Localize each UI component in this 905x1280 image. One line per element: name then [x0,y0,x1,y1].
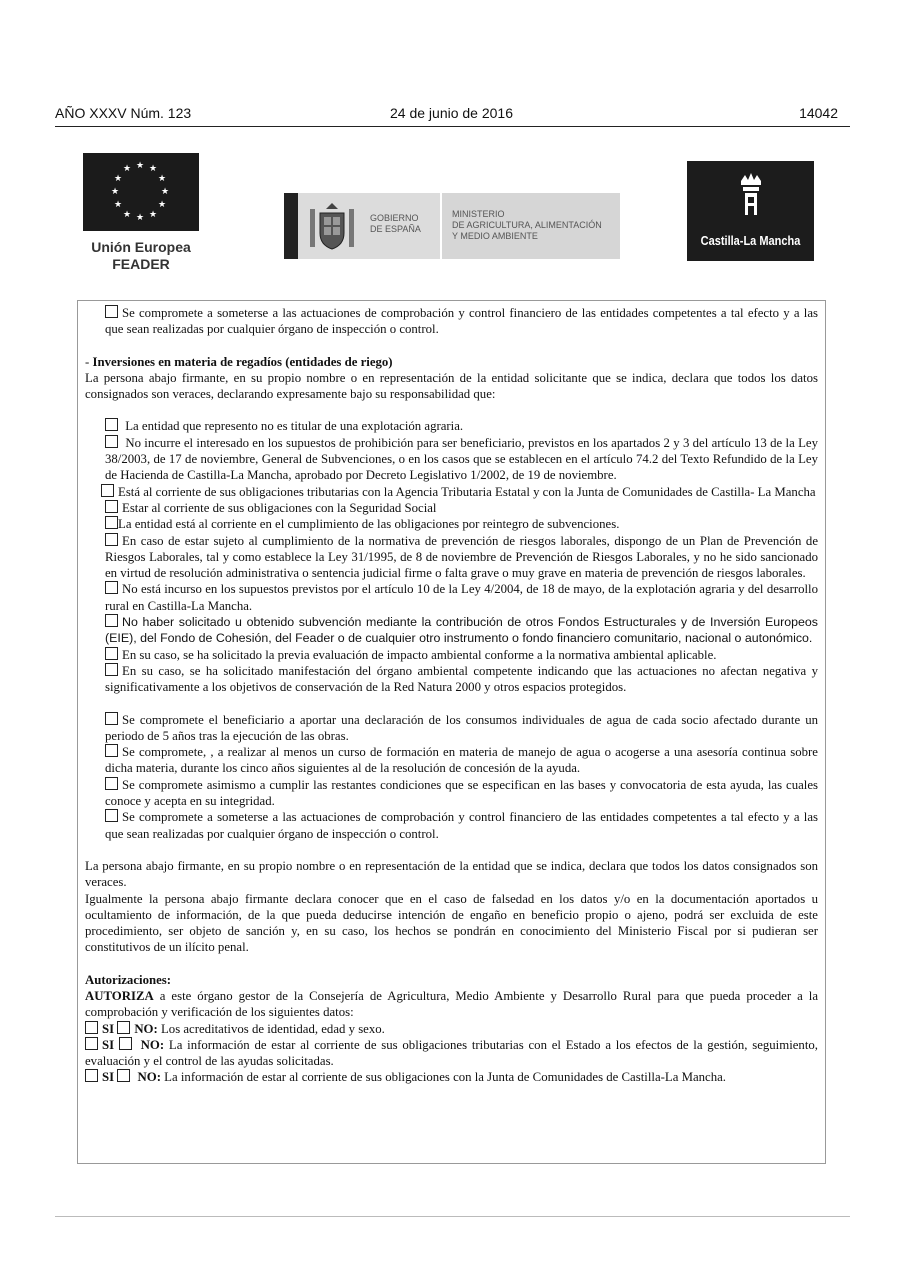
declaration-item: No está incurso en los supuestos previstos por el artículo 10 de la Ley 4/2004, de 18 de mayo, de la explotación agraria y del desarrollo rural en Castilla-La Mancha. [105,582,818,613]
no-label: NO: [137,1070,161,1085]
declaration-item: No haber solicitado u obtenido subvención mediante la contribución de otros Fondos Estructurales y de Inversión Europeos (EIE), del Fondo de Cohesión, del Feader o de cualquier otro instrumento o fondo financiero comunitario, nacional o autonómico. [105,615,818,646]
si-label: SI [102,1070,115,1085]
authorization-item: La información de estar al corriente de sus obligaciones tributarias con el Estado a los efectos de la gestión, seguimiento, evaluación y el control de las ayudas solicitadas. [85,1037,818,1069]
commitment-item: Se compromete, , a realizar al menos un curso de formación en materia de manejo de agua o acogerse a una asesoría continua sobre dicha materia, durante los cinco años siguientes al de la resolución de concesión de la ayuda. [105,745,818,776]
checkbox[interactable] [105,614,118,627]
flag-strip-icon [284,193,298,259]
commitment-item: Se compromete el beneficiario a aportar una declaración de los consumos individuales de agua de cada socio afectado durante un periodo de 5 años tras la ejecución de las obras. [105,712,818,743]
eu-logo-text: Unión Europea [91,239,191,255]
coat-of-arms-icon [306,199,358,253]
gobierno-text: GOBIERNO [370,213,419,223]
section-title: Inversiones en materia de regadíos (entidades de riego) [92,354,393,369]
checkbox[interactable] [101,484,114,497]
authorizations-title: Autorizaciones: [85,972,172,987]
declaration-content [85,305,818,1086]
no-checkbox[interactable] [117,1069,130,1082]
declaration-item: Está al corriente de sus obligaciones tributarias con la Agencia Tributaria Estatal y con la Junta de Comunidades de Castilla- La Mancha [118,484,816,499]
authorization-item: Los acreditativos de identidad, edad y sexo. [157,1021,385,1036]
footer-divider [55,1216,850,1217]
ministerio-text-2: DE AGRICULTURA, ALIMENTACIÓN [452,220,602,230]
declaration-item: En caso de estar sujeto al cumplimiento de la normativa de prevención de riesgos laborales, dispongo de un Plan de Prevención de Riesgos Laborales, tal y como establece la Ley 31/1995, de 8 de noviembre de Prevención de Riesgos Laborales, y no he sido sancionado en virtud de resolución administrativa o sentencia judicial firme o falta grave o muy grave en materia de prevención de riesgos laborales. [105,533,818,581]
commitment-item: Se compromete asimismo a cumplir las restantes condiciones que se especifican en las bases y convocatoria de esta ayuda, las cuales conoce y acepta en su integridad. [105,777,818,809]
castle-crown-icon [737,171,765,219]
checkbox[interactable] [105,809,118,822]
page-header [55,104,850,127]
checkbox[interactable] [105,418,118,431]
section-prefix: - [85,354,93,369]
declaration-item: Estar al corriente de sus obligaciones con la Seguridad Social [122,500,437,515]
no-checkbox[interactable] [117,1021,130,1034]
veracity-statement: La persona abajo firmante, en su propio nombre o en representación de la entidad que se indica, declara que todos los datos consignados son veraces. [85,858,818,890]
checkbox[interactable] [105,647,118,660]
checkbox[interactable] [105,712,118,725]
page-number: 14042 [799,105,838,121]
authorizes-text: a este órgano gestor de la Consejería de Agricultura, Medio Ambiente y Desarrollo Rural para que pueda proceder a la comprobación y verificación de los siguientes datos: [85,988,818,1020]
checkbox[interactable] [105,663,118,676]
publication-date: 24 de junio de 2016 [390,105,513,121]
authorizes-label: AUTORIZA [85,988,154,1003]
si-label: SI [102,1037,115,1052]
declaration-item: La entidad está al corriente en el cumplimiento de las obligaciones por reintegro de subvenciones. [118,517,620,532]
checkbox[interactable] [105,777,118,790]
authorization-item: La información de estar al corriente de sus obligaciones con la Junta de Comunidades de Castilla-La Mancha. [160,1070,726,1085]
espana-text: DE ESPAÑA [370,224,421,234]
declaration-item: No incurre el interesado en los supuestos de prohibición para ser beneficiario, previstos en los apartados 2 y 3 del artículo 13 de la Ley 38/2003, de 17 de noviembre, General de Subvenciones, o en los casos que se establecen en el artículo 74.2 del Texto Refundido de la Ley de Hacienda de Castilla-La Mancha, aprobado por Decreto Legislativo 1/2002, de 19 de noviembre. [105,435,818,483]
ministerio-text: MINISTERIO [452,209,505,219]
si-checkbox[interactable] [85,1069,98,1082]
ministerio-text-3: Y MEDIO AMBIENTE [452,231,538,241]
declaration-item: En su caso, se ha solicitado la previa evaluación de impacto ambiental conforme a la normativa ambiental aplicable. [122,647,717,662]
falsehood-statement: Igualmente la persona abajo firmante declara conocer que en el caso de falsedad en los datos y/o en la documentación aportados u ocultamiento de información, de la que pueda deducirse intención de engaño en beneficio propio o ajeno, podrá ser excluida de este procedimiento, ser objeto de sanción y, en su caso, los hechos se pondrán en conocimiento del Ministerio Fiscal por si pudieran ser constitutivos de un ilícito penal. [85,891,818,955]
declaration-item: En su caso, se ha solicitado manifestación del órgano ambiental competente indicando que las actuaciones no afectan negativa y significativamente a los objetivos de conservación de la Red Natura 2000 y otros espacios protegidos. [105,663,818,695]
checkbox[interactable] [105,516,118,529]
checkbox[interactable] [105,581,118,594]
checkbox[interactable] [105,533,118,546]
eu-feader-logo [83,153,199,273]
si-checkbox[interactable] [85,1037,98,1050]
feader-logo-text: FEADER [112,256,170,272]
si-checkbox[interactable] [85,1021,98,1034]
castilla-la-mancha-text: Castilla-La Mancha [700,234,801,248]
gobierno-ministerio-logo [284,193,620,259]
castilla-la-mancha-logo [687,161,814,261]
si-label: SI [102,1021,115,1036]
declaration-item: La entidad que represento no es titular de una explotación agraria. [125,419,464,434]
intro-text: La persona abajo firmante, en su propio nombre o en representación de la entidad solicitante que se indica, declara que todos los datos consignados son veraces, declarando expresamente bajo su responsabilidad que: [85,370,818,402]
checkbox[interactable] [105,305,118,318]
commitment-control: Se compromete a someterse a las actuaciones de comprobación y control financiero de las entidades competentes a tal efecto y a las que sean realizadas por cualquier órgano de inspección o control. [105,306,818,337]
checkbox[interactable] [105,435,118,448]
no-label: NO: [134,1021,158,1036]
no-checkbox[interactable] [119,1037,132,1050]
checkbox[interactable] [105,500,118,513]
issue-number: AÑO XXXV Núm. 123 [55,105,192,121]
commitment-item: Se compromete a someterse a las actuaciones de comprobación y control financiero de las entidades competentes a tal efecto y a las que sean realizadas por cualquier órgano de inspección o control. [105,810,818,841]
checkbox[interactable] [105,744,118,757]
no-label: NO: [140,1037,165,1052]
eu-flag-icon: ★ ★ ★ ★ ★ ★ ★ ★ ★ ★ ★ ★ [83,153,199,231]
